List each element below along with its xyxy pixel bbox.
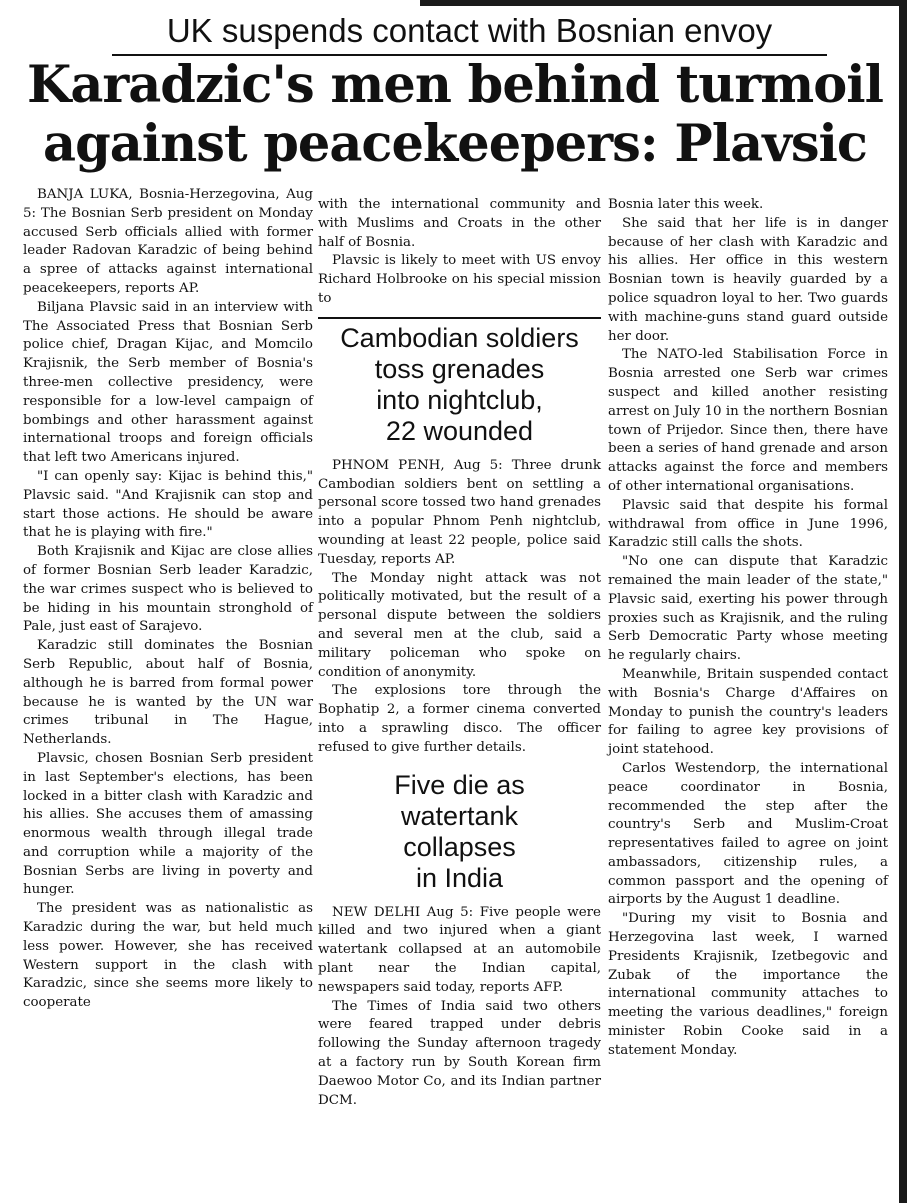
paragraph: with the international community and with Muslims and Croats in the other half of Bosnia. [318,197,601,250]
clipping-edge-right [899,0,907,1203]
india-headline [318,770,601,894]
paragraph: NEW DELHI Aug 5: Five people were killed and two injured when a giant watertank collapsed at an automobile plant near the Indian capital, newspapers said today, reports AFP. [318,904,601,995]
article-column-2 [318,196,601,1110]
headline-line: toss grenades [374,353,545,384]
headline-line: Five die as [394,769,525,800]
clipping-edge-top [420,0,907,6]
paragraph: The Times of India said two others were feared trapped under debris following the Sunday afternoon tragedy at a factory run by South Korean firm Daewoo Motor Co, and its Indian partner DCM. [318,998,601,1108]
paragraph: Plavsic, chosen Bosnian Serb president in last September's elections, has been locked in a bitter clash with Karadzic and his allies. She accuses them of amassing enormous wealth through illegal trade and corruption while a majority of the Bosnian Serbs are living in poverty and hunger. [23,750,313,898]
paragraph: PHNOM PENH, Aug 5: Three drunk Cambodian soldiers bent on settling a personal score tossed two hand grenades into a popular Phnom Penh nightclub, wounding at least 22 people, police said Tuesday, reports AP. [318,457,601,567]
article-column-1 [23,186,313,1013]
headline-line: collapses [403,831,516,862]
main-headline-line2: against peacekeepers: Plavsic [43,114,867,174]
headline-line: 22 wounded [385,415,534,446]
paragraph: The NATO-led Stabilisation Force in Bosnia arrested one Serb war crimes suspect and killed another resisting arrest on July 10 in the northern Bosnian town of Prijedor. Since then, there have been a series of hand grenade and arson attacks against the force and members of other international organisations. [608,347,888,494]
paragraph: The explosions tore through the Bophatip 2, a former cinema converted into a sprawling disco. The officer refused to give further details. [318,683,601,755]
paragraph: The president was as nationalistic as Karadzic during the war, but held much less power. However, she has received Western support in the clash with Karadzic, since she seems more likely to cooperate [23,901,313,1011]
paragraph: The Monday night attack was not politically motivated, but the result of a personal dispute between the soldiers and several men at the club, said a military policeman who spoke on condition of anonymity. [318,570,601,680]
main-headline-line1: Karadzic's men behind turmoil [27,55,883,115]
paragraph: "I can openly say: Kijac is behind this," Plavsic said. "And Krajisnik can stop and start those actions. He should be aware that he is playing with fire." [23,468,313,541]
paragraph: BANJA LUKA, Bosnia-Herzegovina, Aug 5: The Bosnian Serb president on Monday accused Serb officials allied with former leader Radovan Karadzic of being behind a spree of attacks against international peacekeepers, reports AP. [23,187,313,296]
paragraph: "During my visit to Bosnia and Herzegovina last week, I warned Presidents Krajisnik, Izetbegovic and Zubak of the importance the international community attaches to meeting the various deadlines," foreign minister Robin Cooke said in a statement Monday. [608,911,888,1058]
headline-line: watertank [400,800,519,831]
paragraph: Meanwhile, Britain suspended contact with Bosnia's Charge d'Affaires on Monday to punish the country's leaders for failing to agree key provisions of joint statehood. [608,666,888,758]
paragraph: Plavsic said that despite his formal withdrawal from office in June 1996, Karadzic still calls the shots. [608,497,888,551]
headline-line: in India [415,862,504,893]
article-column-3 [608,196,888,1061]
main-headline [20,56,890,174]
paragraph: Bosnia later this week. [608,197,764,212]
headline-line: into nightclub, [376,384,543,415]
kicker-headline: UK suspends contact with Bosnian envoy [112,8,827,56]
paragraph: She said that her life is in danger because of her clash with Karadzic and his allies. Her office in this western Bosnian town is heavily guarded by a police squadron loyal to her. Two guards with machine-guns stand guard outside her door. [608,215,888,344]
paragraph: Karadzic still dominates the Bosnian Serb Republic, about half of Bosnia, although he is barred from formal power because he is wanted by the UN war crimes tribunal in The Hague, Netherlands. [23,638,313,748]
paragraph: Plavsic is likely to meet with US envoy Richard Holbrooke on his special mission to [318,253,601,306]
paragraph: Both Krajisnik and Kijac are close allies of former Bosnian Serb leader Karadzic, the war crimes suspect who is believed to be hiding in his mountain stronghold of Pale, just east of Sarajevo. [23,544,313,635]
paragraph: Biljana Plavsic said in an interview with The Associated Press that Bosnian Serb police chief, Dragan Kijac, and Momcilo Krajisnik, the Serb member of Bosnia's three-men collective presidency, were responsible for a low-level campaign of bombings and other harassment against international troops and foreign officials that left two Americans injured. [23,299,313,466]
paragraph: "No one can dispute that Karadzic remained the main leader of the state," Plavsic said, exerting his power through proxies such as Krajisnik, and the ruling Serb Democratic Party whose meeting he regularly chairs. [608,554,888,664]
headline-line: Cambodian soldiers [340,322,579,353]
cambodia-headline [318,323,601,447]
paragraph: Carlos Westendorp, the international peace coordinator in Bosnia, recommended the step after the country's Serb and Muslim-Croat representatives failed to agree on joint ambassadors, citizenship rules, a common passport and the opening of airports by the August 1 deadline. [608,760,888,908]
story-divider [318,317,601,319]
